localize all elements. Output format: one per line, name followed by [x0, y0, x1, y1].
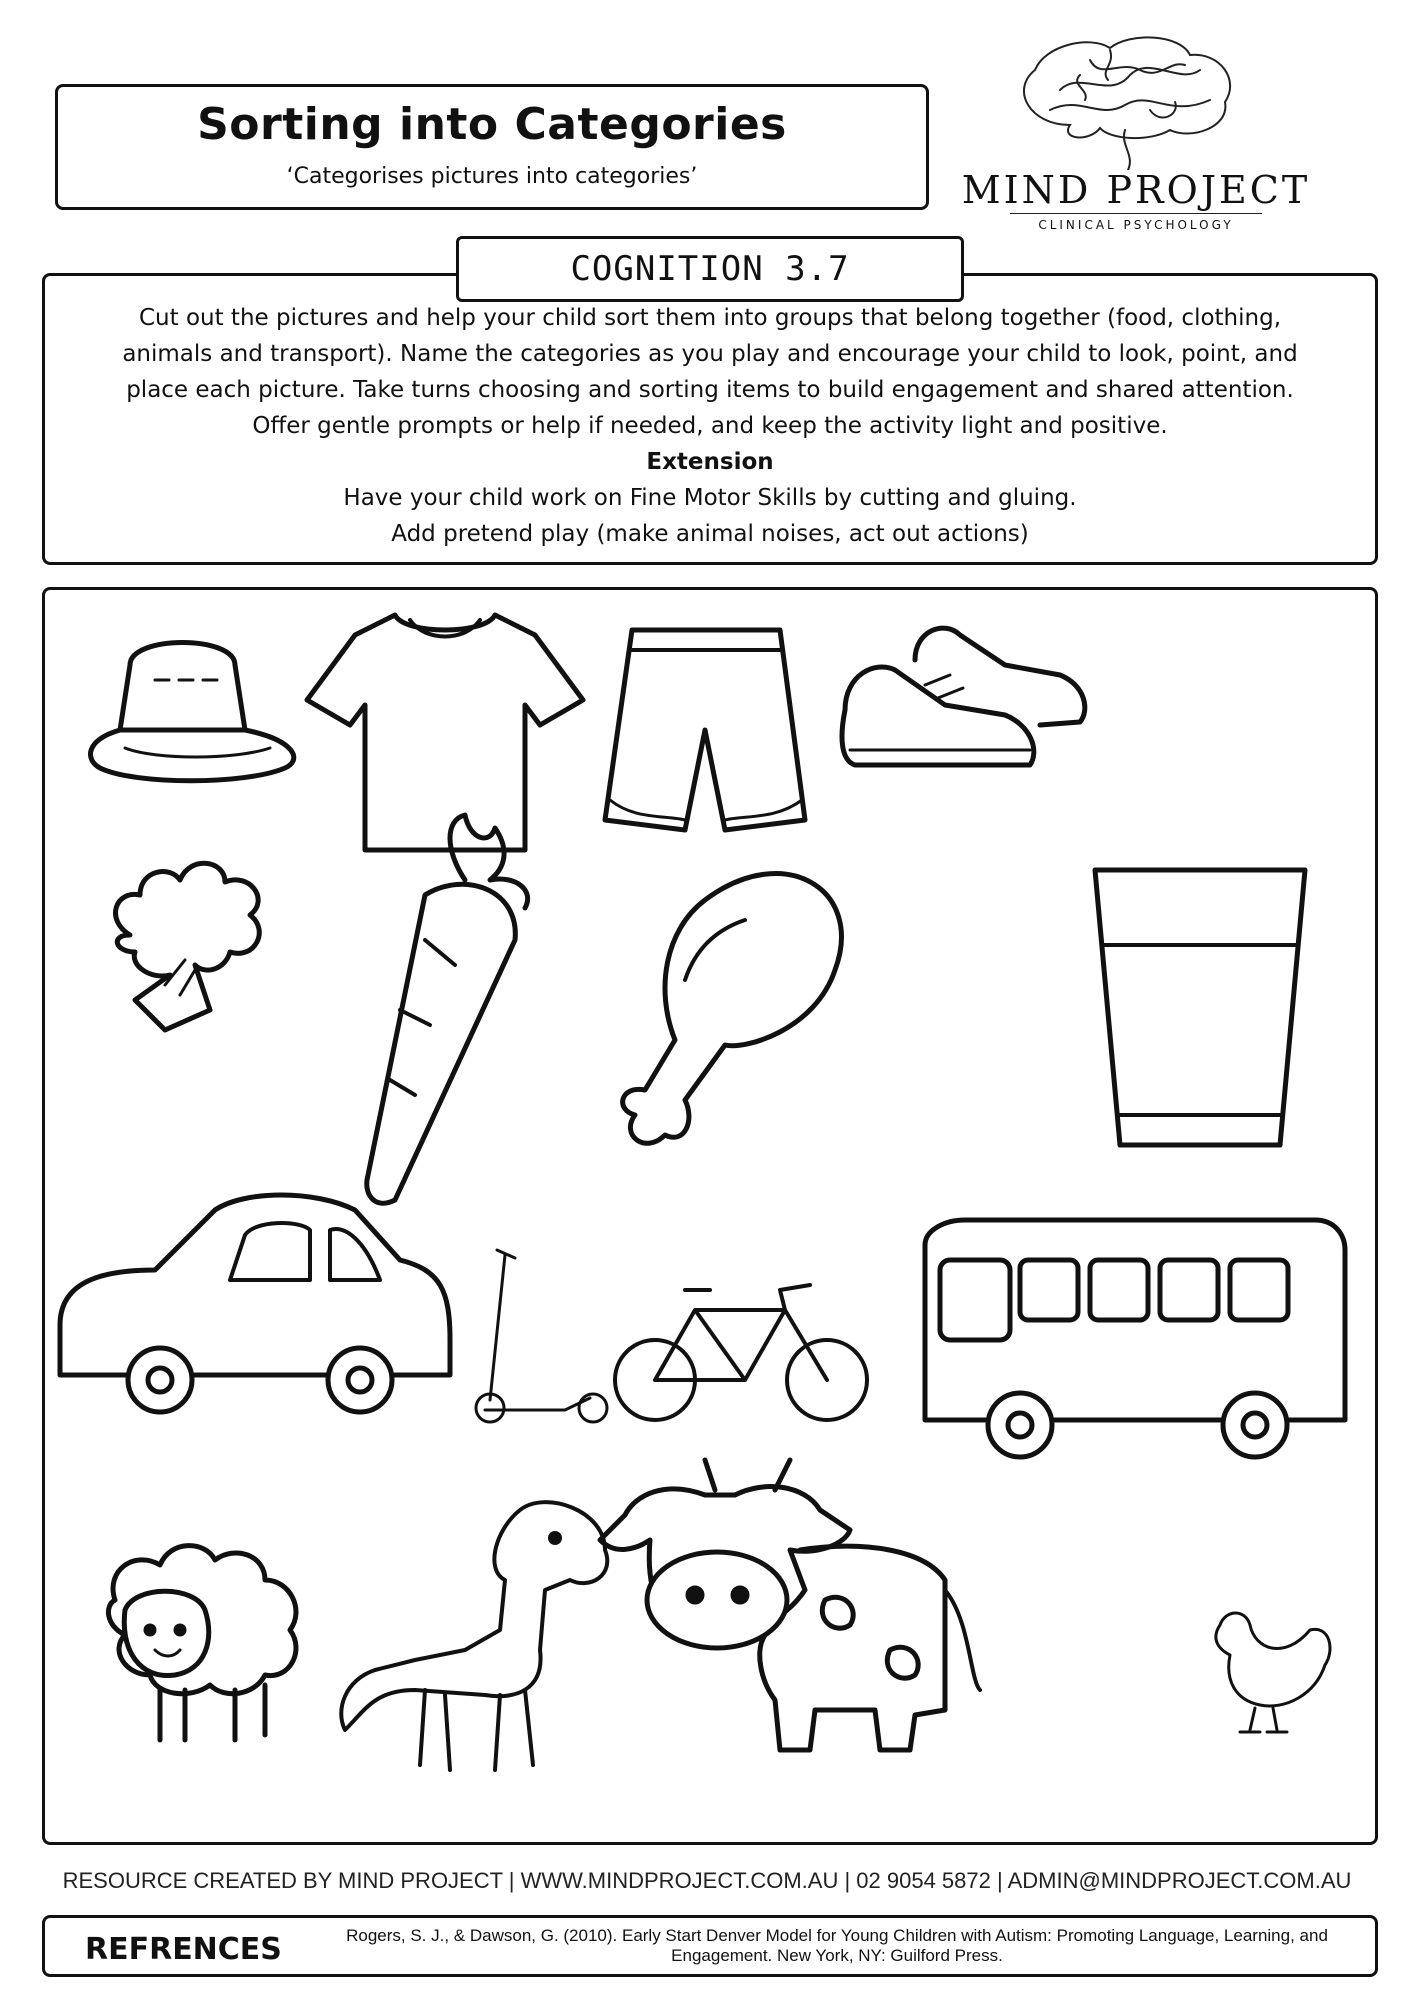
bicycle-icon — [615, 1285, 867, 1420]
bucket-hat-icon — [90, 643, 293, 781]
instruction-line: Offer gentle prompts or help if needed, and keep the activity light and positive. — [252, 413, 1168, 439]
hen-icon — [1216, 1613, 1330, 1732]
extension-line: Add pretend play (make animal noises, act out actions) — [391, 521, 1029, 547]
title-box — [55, 84, 929, 210]
reference-line: Engagement. New York, NY: Guilford Press. — [671, 1946, 1003, 1965]
references-label: REFRENCES — [85, 1932, 282, 1967]
footer-contact: RESOURCE CREATED BY MIND PROJECT | WWW.MINDPROJECT.COM.AU | 02 9054 5872 | ADMIN@MINDPROJECT.COM.AU — [62, 1868, 1352, 1893]
mind-project-logo — [950, 30, 1322, 240]
t-shirt-icon — [307, 615, 583, 850]
instruction-line: place each picture. Take turns choosing and sorting items to build engagement and shared attention. — [126, 377, 1294, 403]
logo-divider — [1010, 213, 1262, 214]
sheep-icon — [108, 1546, 296, 1740]
glass-of-water-icon — [1095, 870, 1305, 1145]
shorts-icon — [605, 630, 805, 830]
bus-icon — [925, 1220, 1345, 1457]
reference-line: Rogers, S. J., & Dawson, G. (2010). Early Start Denver Model for Young Children with Autism: Promoting Language, Learning, and — [346, 1926, 1328, 1945]
broccoli-icon — [116, 863, 260, 1030]
chicken-drumstick-icon — [623, 874, 842, 1144]
car-icon — [60, 1195, 450, 1412]
sneakers-icon — [842, 628, 1085, 765]
references-text — [307, 1926, 1367, 1966]
instruction-line: animals and transport). Name the categories as you play and encourage your child to look, point, and — [122, 341, 1298, 367]
section-tab: COGNITION 3.7 — [456, 236, 964, 302]
logo-name: MIND PROJECT — [961, 168, 1311, 212]
page-subtitle: ‘Categorises pictures into categories’ — [286, 164, 698, 189]
pictures-canvas — [45, 590, 1381, 1848]
scooter-icon — [476, 1250, 607, 1422]
page-title: Sorting into Categories — [197, 99, 787, 150]
references-box — [42, 1915, 1378, 1977]
instructions-text — [62, 300, 1358, 552]
carrot-icon — [367, 815, 528, 1203]
horse-icon — [341, 1502, 607, 1770]
extension-heading: Extension — [646, 449, 774, 475]
extension-line: Have your child work on Fine Motor Skills by cutting and gluing. — [343, 485, 1077, 511]
cow-icon — [600, 1460, 980, 1750]
logo-tagline: CLINICAL PSYCHOLOGY — [1038, 218, 1234, 232]
instruction-line: Cut out the pictures and help your child sort them into groups that belong together (food, clothing, — [138, 305, 1282, 331]
pictures-box — [42, 587, 1378, 1845]
brain-scribble-icon — [950, 30, 1322, 170]
